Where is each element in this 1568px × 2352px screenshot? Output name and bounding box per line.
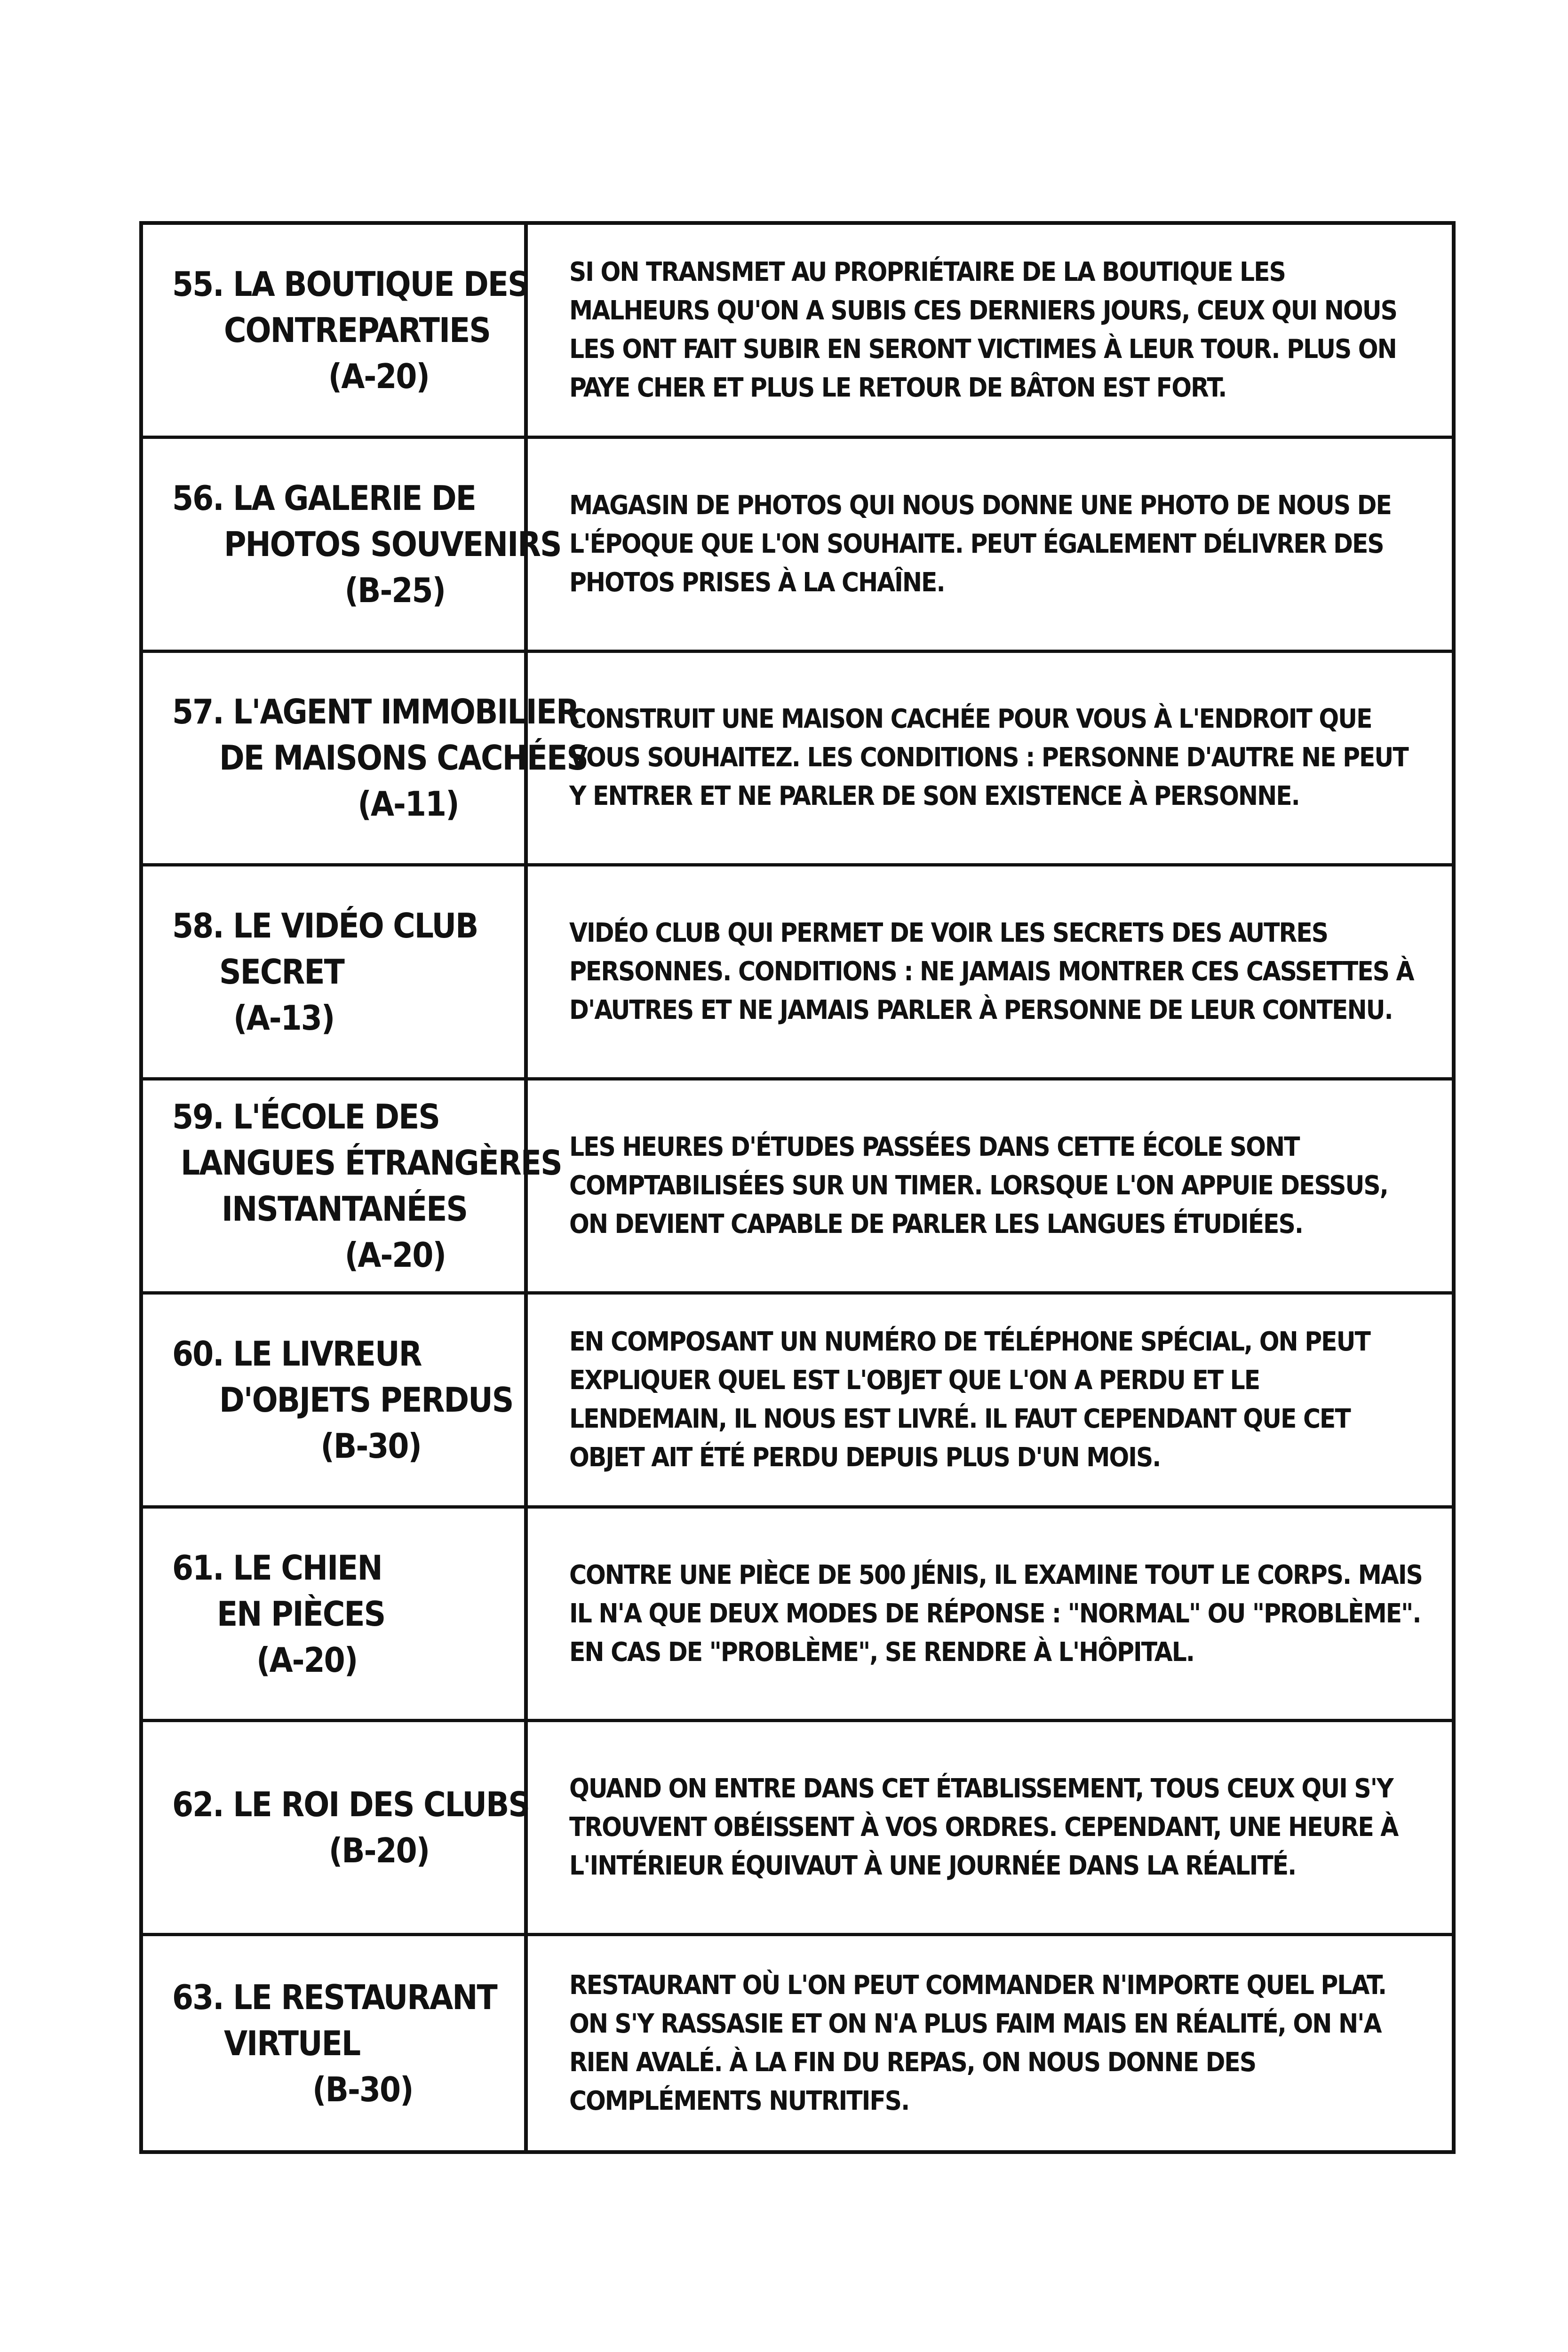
shop-code: (B-30)	[320, 1426, 421, 1466]
shop-name-line: 56. LA GALERIE DE	[172, 478, 476, 518]
shop-name-cell	[143, 1295, 528, 1509]
shop-code: (A-11)	[358, 784, 459, 824]
shop-name	[172, 689, 588, 827]
shop-name-cell	[143, 653, 588, 867]
shop-description: VIDÉO CLUB QUI PERMET DE VOIR LES SECRETS DES AUTRES PERSONNES. CONDITIONS : NE JAMAIS MONTRER CES CASSETTES À D'AUTRES ET NE JAMAIS PARLER À PERSONNE DE LEUR CONTENU.	[569, 918, 1414, 1026]
shop-description: RESTAURANT OÙ L'ON PEUT COMMANDER N'IMPORTE QUEL PLAT. ON S'Y RASSASIE ET ON N'A PLUS FAIM MAIS EN RÉALITÉ, ON N'A RIEN AVALÉ. À LA FIN DU REPAS, ON NOUS DONNE DES COMPLÉMENTS NUTRITIFS.	[569, 1970, 1386, 2116]
shop-description-cell	[528, 653, 1452, 867]
shop-code: (B-30)	[312, 2069, 413, 2109]
shop-name-cell	[143, 1509, 528, 1723]
shop-name	[172, 903, 478, 1041]
shop-description-cell	[528, 866, 1452, 1081]
shop-name-line: 61. LE CHIEN	[172, 1548, 382, 1588]
shop-description-cell	[528, 1509, 1452, 1723]
shop-name-line: SECRET	[219, 952, 344, 992]
shop-code: (A-20)	[256, 1640, 358, 1680]
shop-name-line: 57. L'AGENT IMMOBILIER	[172, 692, 579, 732]
shop-name	[172, 1331, 513, 1469]
shop-name-line: 63. LE RESTAURANT	[172, 1977, 497, 2017]
shop-name-cell	[143, 1936, 528, 2150]
shop-name-cell	[143, 439, 561, 653]
shop-code: (A-20)	[344, 1235, 446, 1275]
shop-name-line: CONTREPARTIES	[224, 310, 490, 350]
shop-description: CONTRE UNE PIÈCE DE 500 JÉNIS, IL EXAMINE TOUT LE CORPS. MAIS IL N'A QUE DEUX MODES DE RÉPONSE : "NORMAL" OU "PROBLÈME". EN CAS DE "PROBLÈME", SE RENDRE À L'HÔPITAL.	[569, 1559, 1422, 1668]
shop-description: EN COMPOSANT UN NUMÉRO DE TÉLÉPHONE SPÉCIAL, ON PEUT EXPLIQUER QUEL EST L'OBJET QUE L'ON A PERDU ET LE LENDEMAIN, IL NOUS EST LIVRÉ. IL FAUT CEPENDANT QUE CET OBJET AIT ÉTÉ PERDU DEPUIS PLUS D'UN MOIS.	[569, 1326, 1370, 1473]
shop-description-cell	[528, 439, 1452, 653]
shop-name	[172, 1094, 562, 1278]
shop-description-cell	[528, 1081, 1452, 1295]
shop-description: SI ON TRANSMET AU PROPRIÉTAIRE DE LA BOUTIQUE LES MALHEURS QU'ON A SUBIS CES DERNIERS JOURS, CEUX QUI NOUS LES ONT FAIT SUBIR EN SERONT VICTIMES À LEUR TOUR. PLUS ON PAYE CHER ET PLUS LE RETOUR DE BÂTON EST FORT.	[569, 256, 1397, 403]
shop-description: CONSTRUIT UNE MAISON CACHÉE POUR VOUS À L'ENDROIT QUE VOUS SOUHAITEZ. LES CONDITIONS : PERSONNE D'AUTRE NE PEUT Y ENTRER ET NE PARLER DE SON EXISTENCE À PERSONNE.	[569, 704, 1408, 812]
shop-name-line: 60. LE LIVREUR	[172, 1334, 422, 1374]
shop-name-line: 62. LE ROI DES CLUBS	[172, 1785, 529, 1825]
shop-name-line: PHOTOS SOUVENIRS	[224, 524, 561, 564]
shop-table	[139, 221, 1456, 2154]
shop-name-cell	[143, 1081, 562, 1295]
shop-description-cell	[528, 225, 1452, 439]
shop-name-line: 59. L'ÉCOLE DES	[172, 1097, 440, 1136]
shop-name-cell	[143, 866, 528, 1081]
shop-description: LES HEURES D'ÉTUDES PASSÉES DANS CETTE ÉCOLE SONT COMPTABILISÉES SUR UN TIMER. LORSQUE L'ON APPUIE DESSUS, ON DEVIENT CAPABLE DE PARLER LES LANGUES ÉTUDIÉES.	[569, 1131, 1388, 1240]
shop-description-cell	[528, 1295, 1452, 1509]
shop-name-line: INSTANTANÉES	[222, 1189, 468, 1229]
shop-description: QUAND ON ENTRE DANS CET ÉTABLISSEMENT, TOUS CEUX QUI S'Y TROUVENT OBÉISSENT À VOS ORDRES. CEPENDANT, UNE HEURE À L'INTÉRIEUR ÉQUIVAUT À UNE JOURNÉE DANS LA RÉALITÉ.	[569, 1773, 1398, 1882]
shop-name-line: LANGUES ÉTRANGÈRES	[181, 1143, 562, 1183]
shop-name-line: 55. LA BOUTIQUE DES	[172, 264, 529, 304]
shop-code: (A-13)	[233, 998, 334, 1038]
shop-code: (A-20)	[328, 356, 430, 396]
shop-name-line: VIRTUEL	[224, 2023, 360, 2063]
shop-name-cell	[143, 225, 528, 439]
shop-description-cell	[528, 1936, 1452, 2150]
shop-name	[172, 261, 529, 399]
shop-name-line: EN PIÈCES	[217, 1594, 385, 1634]
shop-code: (B-25)	[344, 570, 446, 610]
shop-name-line: D'OBJETS PERDUS	[219, 1380, 513, 1420]
shop-code: (B-20)	[328, 1831, 430, 1871]
shop-name	[172, 1545, 385, 1683]
shop-name-line: 58. LE VIDÉO CLUB	[172, 906, 478, 946]
shop-name-cell	[143, 1722, 528, 1936]
shop-name	[172, 1781, 529, 1874]
shop-name	[172, 475, 561, 613]
shop-description: MAGASIN DE PHOTOS QUI NOUS DONNE UNE PHOTO DE NOUS DE L'ÉPOQUE QUE L'ON SOUHAITE. PEUT ÉGALEMENT DÉLIVRER DES PHOTOS PRISES À LA CHAÎNE.	[569, 490, 1391, 598]
shop-description-cell	[528, 1722, 1452, 1936]
shop-name	[172, 1974, 497, 2113]
shop-name-line: DE MAISONS CACHÉES	[219, 738, 588, 778]
